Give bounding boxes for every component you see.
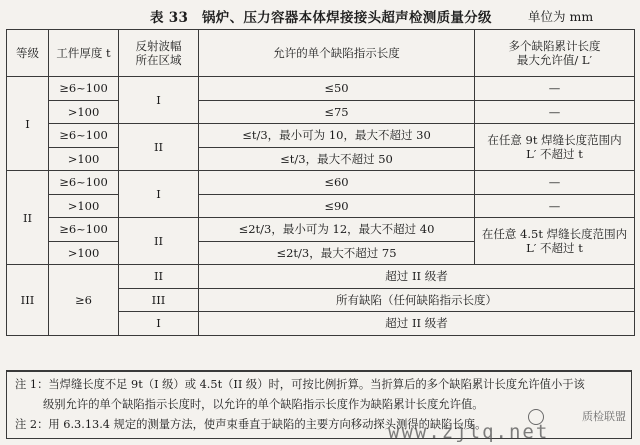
thickness-cell: ≥6~100 [49, 171, 119, 195]
length-cell: ≤90 [199, 194, 475, 218]
length-cell: ≤t/3，最小可为 10，最大不超过 30 [199, 124, 475, 148]
thickness-cell: ≥6~100 [49, 124, 119, 148]
cumulative-cell: — [475, 171, 635, 195]
quality-grade-table [6, 29, 635, 336]
grade-cell: I [7, 77, 49, 171]
region-cell: I [119, 77, 199, 124]
length-cell: ≤60 [199, 171, 475, 195]
grade-cell: III [7, 265, 49, 336]
length-cell: 超过 II 级者 [199, 312, 635, 336]
note-1: 注 1：当焊缝长度不足 9t（I 级）或 4.5t（II 级）时，可按比例折算。当折算后的多个缺陷累计长度允许值小于该 [15, 378, 585, 391]
thickness-cell: ≥6~100 [49, 218, 119, 242]
table-row [7, 194, 635, 218]
length-cell: 所有缺陷（任何缺陷指示长度） [199, 288, 635, 312]
length-cell: ≤2t/3，最大不超过 75 [199, 241, 475, 265]
region-cell: III [119, 288, 199, 312]
thickness-cell: >100 [49, 147, 119, 171]
header-cumulative: 多个缺陷累计长度 最大允许值/ L′ [475, 30, 635, 77]
region-cell: I [119, 171, 199, 218]
table-row [7, 171, 635, 195]
thickness-cell: ≥6 [49, 265, 119, 336]
unit-label: 单位为 mm [528, 9, 594, 24]
table-row [7, 100, 635, 124]
region-cell: II [119, 218, 199, 265]
cumulative-cell: — [475, 194, 635, 218]
header-row [7, 30, 635, 77]
cumulative-cell: — [475, 77, 635, 101]
site-watermark: www.zjlq.net [388, 421, 550, 443]
cumulative-cell: 在任意 9t 焊缝长度范围内 L′ 不超过 t [475, 124, 635, 171]
header-single-length: 允许的单个缺陷指示长度 [199, 30, 475, 77]
region-cell: I [119, 312, 199, 336]
region-cell: II [119, 124, 199, 171]
title-row [0, 2, 640, 28]
note-2: 注 2：用 6.3.13.4 规定的测量方法，使声束垂直于缺陷的主要方向移动探头测得的缺陷长度。 [15, 418, 487, 431]
table-row [7, 77, 635, 101]
thickness-cell: >100 [49, 194, 119, 218]
length-cell: ≤75 [199, 100, 475, 124]
table-row [7, 218, 635, 242]
note-1-continued: 级别允许的单个缺陷指示长度时，以允许的单个缺陷指示长度作为缺陷累计长度允许值。 [43, 398, 484, 411]
table-row [7, 265, 635, 289]
length-cell: ≤50 [199, 77, 475, 101]
cumulative-cell: — [475, 100, 635, 124]
length-cell: ≤t/3，最大不超过 50 [199, 147, 475, 171]
header-reflection: 反射波幅 所在区域 [119, 30, 199, 77]
watermark-text: 质检联盟 [582, 410, 626, 423]
table-title: 表 33 锅炉、压力容器本体焊接接头超声检测质量分级 [150, 10, 492, 26]
thickness-cell: ≥6~100 [49, 77, 119, 101]
header-grade: 等级 [7, 30, 49, 77]
header-thickness: 工件厚度 t [49, 30, 119, 77]
region-cell: II [119, 265, 199, 289]
cumulative-cell: 在任意 4.5t 焊缝长度范围内 L′ 不超过 t [475, 218, 635, 265]
grade-cell: II [7, 171, 49, 265]
length-cell: 超过 II 级者 [199, 265, 635, 289]
thickness-cell: >100 [49, 241, 119, 265]
length-cell: ≤2t/3，最小可为 12，最大不超过 40 [199, 218, 475, 242]
thickness-cell: >100 [49, 100, 119, 124]
table-row [7, 124, 635, 148]
